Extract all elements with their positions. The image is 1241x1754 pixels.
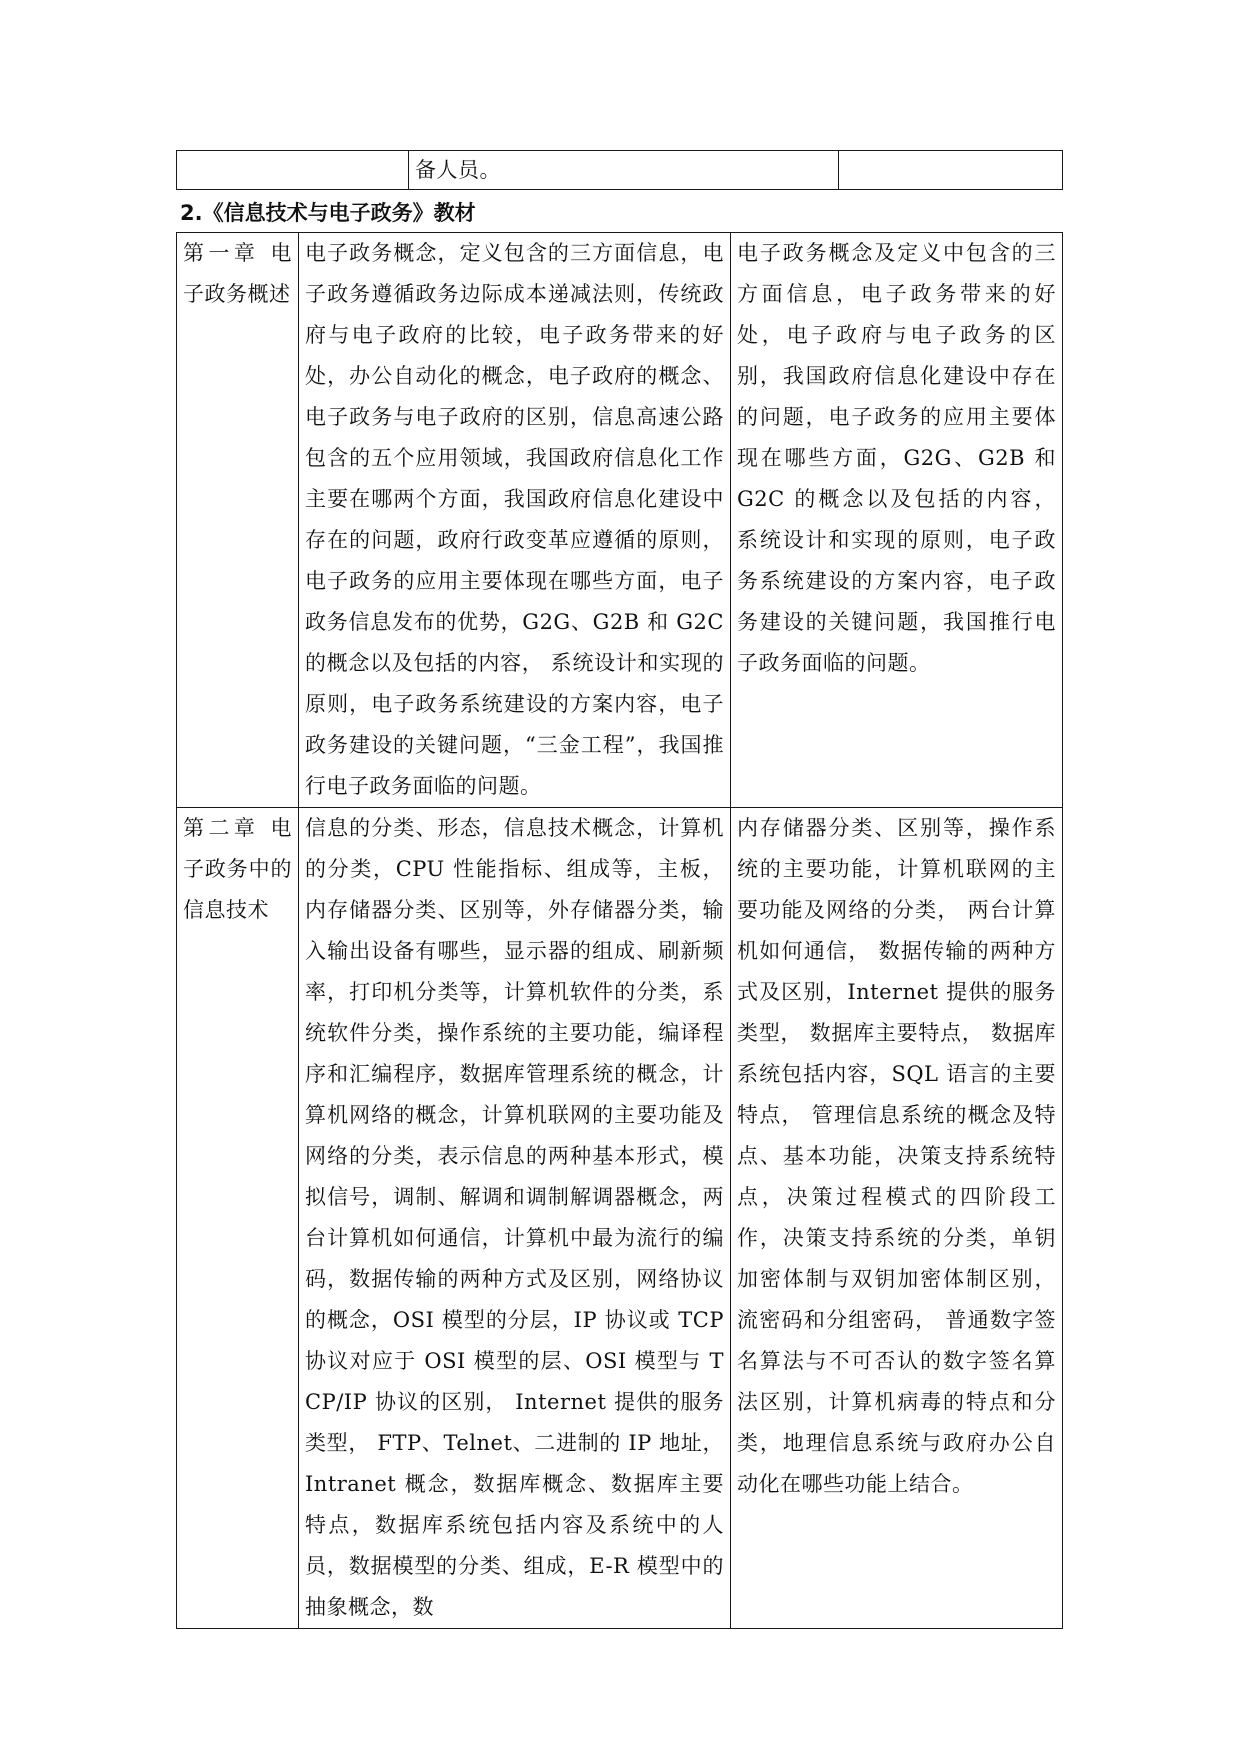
chapter-cell: 第一章 电子政务概述 [177, 233, 299, 808]
content-cell: 备人员。 [409, 151, 839, 190]
table-row [177, 151, 1063, 190]
section-heading: 2.《信息技术与电子政务》教材 [180, 201, 476, 225]
key-points-cell: 内存储器分类、区别等，操作系统的主要功能，计算机联网的主要功能及网络的分类， 两台计算机如何通信， 数据传输的两种方式及区别，Internet 提供的服务类型， 数据库主要特点， 数据库系统包括内容，SQL 语言的主要特点， 管理信息系统的概念及特点、基本功能，决策支持系统特点，决策过程模式的四阶段工作，决策支持系统的分类，单钥加密体制与双钥加密体制区别，流密码和分组密码， 普通数字签名算法与不可否认的数字签名算法区别，计算机病毒的特点和分类，地理信息系统与政府办公自动化在哪些功能上结合。 [731, 808, 1063, 1629]
chapter-cell [177, 151, 409, 190]
syllabus-table [176, 232, 1063, 1629]
key-points-cell [839, 151, 1063, 190]
content-cell: 信息的分类、形态，信息技术概念，计算机的分类，CPU 性能指标、组成等，主板，内存储器分类、区别等，外存储器分类，输入输出设备有哪些，显示器的组成、刷新频率，打印机分类等，计算机软件的分类，系统软件分类，操作系统的主要功能，编译程序和汇编程序，数据库管理系统的概念，计算机网络的概念，计算机联网的主要功能及网络的分类，表示信息的两种基本形式，模拟信号，调制、解调和调制解调器概念，两台计算机如何通信，计算机中最为流行的编码，数据传输的两种方式及区别，网络协议的概念，OSI 模型的分层，IP 协议或 TCP 协议对应于 OSI 模型的层、OSI 模型与 TCP/IP 协议的区别， Internet 提供的服务类型， FTP、Telnet、二进制的 IP 地址，Intranet 概念，数据库概念、数据库主要特点，数据库系统包括内容及系统中的人员，数据模型的分类、组成，E-R 模型中的抽象概念，数 [299, 808, 731, 1629]
table-row [177, 233, 1063, 808]
chapter-cell: 第二章 电子政务中的信息技术 [177, 808, 299, 1629]
key-points-cell: 电子政务概念及定义中包含的三方面信息，电子政务带来的好处，电子政府与电子政务的区别，我国政府信息化建设中存在的问题，电子政务的应用主要体现在哪些方面，G2G、G2B 和 G2C 的概念以及包括的内容， 系统设计和实现的原则，电子政务系统建设的方案内容，电子政务建设的关键问题，我国推行电子政务面临的问题。 [731, 233, 1063, 808]
content-cell: 电子政务概念，定义包含的三方面信息，电子政务遵循政务边际成本递减法则，传统政府与电子政府的比较，电子政务带来的好处，办公自动化的概念，电子政府的概念、电子政务与电子政府的区别，信息高速公路包含的五个应用领域，我国政府信息化工作主要在哪两个方面，我国政府信息化建设中存在的问题，政府行政变革应遵循的原则，电子政务的应用主要体现在哪些方面，电子政务信息发布的优势，G2G、G2B 和 G2C 的概念以及包括的内容， 系统设计和实现的原则，电子政务系统建设的方案内容，电子政务建设的关键问题，“三金工程”，我国推行电子政务面临的问题。 [299, 233, 731, 808]
table-row [177, 808, 1063, 1629]
continued-table [176, 150, 1063, 190]
